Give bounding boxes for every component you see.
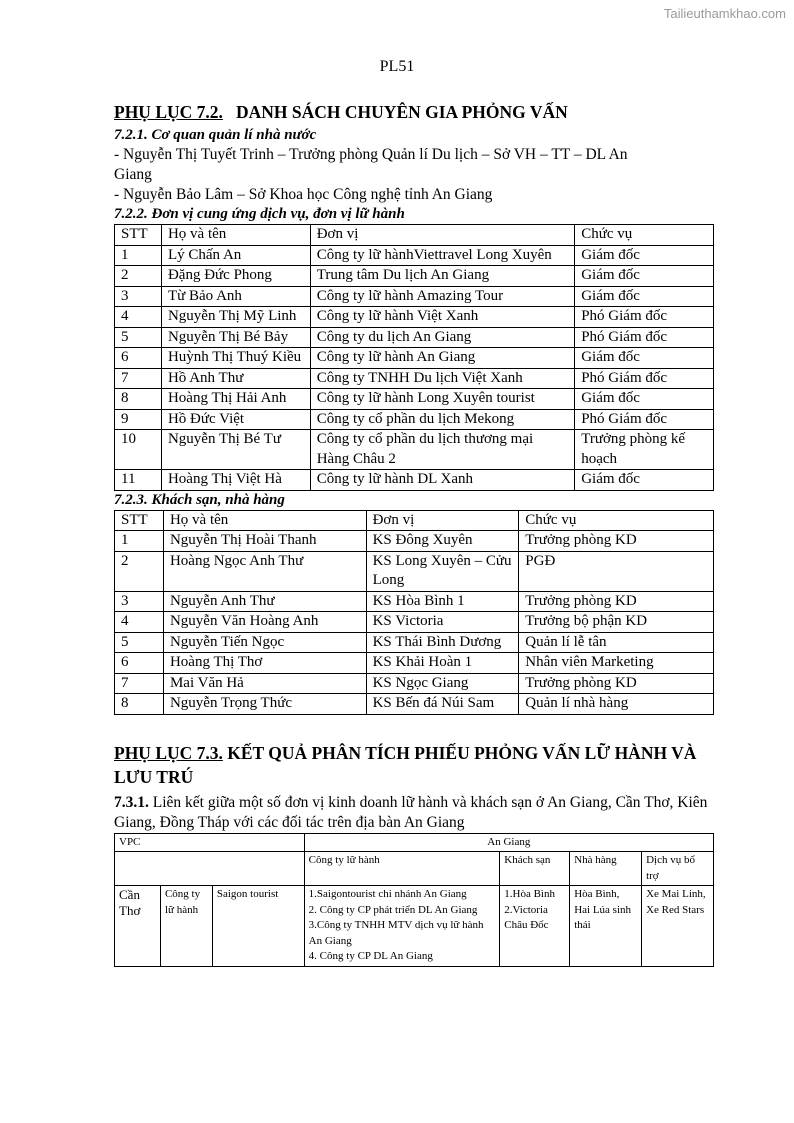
- expert-line: Giang: [114, 166, 152, 183]
- table-row: [115, 551, 714, 591]
- header-cell: Đơn vị: [310, 225, 575, 246]
- position-cell: Phó Giám đốc: [575, 368, 714, 389]
- table-row: [115, 368, 714, 389]
- unit-cell: KS Đông Xuyên: [366, 531, 519, 552]
- section-7-2-heading: [114, 100, 714, 124]
- stt-cell: 3: [115, 286, 162, 307]
- stt-cell: 7: [115, 368, 162, 389]
- header-cell: Họ và tên: [161, 225, 310, 246]
- unit-cell: KS Bến đá Núi Sam: [366, 694, 519, 715]
- list-item: 2. Công ty CP phát triển DL An Giang: [308, 903, 478, 916]
- subsection-7-2-3: 7.2.3. Khách sạn, nhà hàng: [114, 491, 285, 508]
- section-7-3-title-line1: KẾT QUẢ PHÂN TÍCH PHIẾU PHỎNG VẤN LỮ HÀNH VÀ: [227, 742, 697, 763]
- restaurant-header: Nhà hàng: [570, 852, 642, 886]
- unit-cell: Công ty lữ hành An Giang: [310, 348, 575, 369]
- table-row: [115, 673, 714, 694]
- header-cell: Chức vụ: [519, 510, 714, 531]
- unit-cell: KS Khải Hoàn 1: [366, 653, 519, 674]
- name-cell: Nguyễn Trọng Thức: [163, 694, 366, 715]
- unit-cell: Công ty lữ hànhViettravel Long Xuyên: [310, 245, 575, 266]
- unit-cell: KS Ngọc Giang: [366, 673, 519, 694]
- name-cell: Nguyễn Thị Mỹ Linh: [161, 307, 310, 328]
- unit-cell: Trung tâm Du lịch An Giang: [310, 266, 575, 287]
- subsection-7-3-1-number: 7.3.1.: [114, 793, 149, 811]
- name-cell: Lý Chấn An: [161, 245, 310, 266]
- name-cell: Nguyễn Văn Hoàng Anh: [163, 612, 366, 633]
- stt-cell: 1: [115, 245, 162, 266]
- name-cell: Hồ Anh Thư: [161, 368, 310, 389]
- stt-cell: 5: [115, 327, 162, 348]
- name-cell: Nguyễn Anh Thư: [163, 591, 366, 612]
- document-body: [114, 100, 714, 967]
- subsection-7-3-1-text: Liên kết giữa một số đơn vị kinh doanh lữ hành và khách sạn ở An Giang, Cần Thơ, Kiên Giang, Đồng Tháp với các đối tác trên địa bàn An Giang: [114, 793, 708, 831]
- table-row: [115, 694, 714, 715]
- position-cell: Quản lí nhà hàng: [519, 694, 714, 715]
- name-cell: Nguyễn Tiến Ngọc: [163, 632, 366, 653]
- stt-cell: 8: [115, 694, 164, 715]
- position-cell: Phó Giám đốc: [575, 307, 714, 328]
- stt-cell: 5: [115, 632, 164, 653]
- position-cell: Giám đốc: [575, 245, 714, 266]
- header-cell: Họ và tên: [163, 510, 366, 531]
- name-cell: Mai Văn Hả: [163, 673, 366, 694]
- expert-line: - Nguyễn Thị Tuyết Trinh – Trưởng phòng Quản lí Du lịch – Sở VH – TT – DL An: [114, 146, 628, 163]
- stt-cell: 7: [115, 673, 164, 694]
- table-row: [115, 307, 714, 328]
- table-row: [115, 430, 714, 470]
- unit-cell: KS Thái Bình Dương: [366, 632, 519, 653]
- name-cell: Hoàng Thị Thơ: [163, 653, 366, 674]
- stt-cell: 2: [115, 266, 162, 287]
- stt-cell: 10: [115, 430, 162, 470]
- table-row: [115, 348, 714, 369]
- position-cell: Giám đốc: [575, 348, 714, 369]
- position-cell: PGĐ: [519, 551, 714, 591]
- list-item: 3.Công ty TNHH MTV dịch vụ lữ hành An Giang: [308, 919, 484, 947]
- name-cell: Từ Bảo Anh: [161, 286, 310, 307]
- stt-cell: 9: [115, 409, 162, 430]
- header-cell: STT: [115, 225, 162, 246]
- stt-cell: 3: [115, 591, 164, 612]
- stt-cell: 4: [115, 612, 164, 633]
- table-row: [115, 886, 714, 967]
- stt-cell: 4: [115, 307, 162, 328]
- support-cell: Xe Mai Linh, Xe Red Stars: [642, 886, 714, 967]
- unit-cell: Công ty lữ hành DL Xanh: [310, 470, 575, 491]
- position-cell: Giám đốc: [575, 286, 714, 307]
- subsection-7-3-1: [114, 793, 714, 833]
- table-header-row: [115, 833, 714, 852]
- table-row: [115, 286, 714, 307]
- watermark: Tailieuthamkhao.com: [663, 6, 786, 21]
- name-cell: Huỳnh Thị Thuý Kiều: [161, 348, 310, 369]
- list-item: 1.Hòa Bình: [504, 888, 555, 900]
- table-row: [115, 632, 714, 653]
- an-giang-header: An Giang: [304, 833, 713, 852]
- subsection-7-2-1: 7.2.1. Cơ quan quản lí nhà nước: [114, 127, 317, 143]
- list-item: 1.Saigontourist chi nhánh An Giang: [308, 888, 467, 900]
- hotel-experts-table: [114, 510, 714, 715]
- table-subheader-row: [115, 852, 714, 886]
- table-row: [115, 470, 714, 491]
- table-header-row: [115, 225, 714, 246]
- name-cell: Hoàng Ngọc Anh Thư: [163, 551, 366, 591]
- expert-line: - Nguyễn Bảo Lâm – Sở Khoa học Công nghệ tỉnh An Giang: [114, 186, 493, 203]
- header-cell: STT: [115, 510, 164, 531]
- section-7-3-heading: [114, 741, 714, 789]
- table-row: [115, 591, 714, 612]
- unit-cell: Công ty lữ hành Amazing Tour: [310, 286, 575, 307]
- position-cell: Giám đốc: [575, 470, 714, 491]
- table-row: [115, 612, 714, 633]
- page-number: PL51: [379, 58, 415, 75]
- name-cell: Hồ Đức Việt: [161, 409, 310, 430]
- partnership-table: [114, 833, 714, 967]
- list-item: 2.Victoria Châu Đốc: [504, 903, 549, 931]
- vpc-header: VPC: [115, 833, 305, 852]
- header-cell: Đơn vị: [366, 510, 519, 531]
- name-cell: Nguyễn Thị Bé Tư: [161, 430, 310, 470]
- empty-cell: [115, 852, 305, 886]
- unit-cell: Công ty lữ hành Long Xuyên tourist: [310, 389, 575, 410]
- stt-cell: 6: [115, 653, 164, 674]
- section-7-2-title: DANH SÁCH CHUYÊN GIA PHỎNG VẤN: [236, 102, 568, 122]
- section-7-3-prefix: PHỤ LỤC 7.3.: [114, 742, 223, 763]
- name-cell: Hoàng Thị Việt Hà: [161, 470, 310, 491]
- position-cell: Trưởng phòng KD: [519, 591, 714, 612]
- position-cell: Trưởng phòng kế hoạch: [575, 430, 714, 470]
- position-cell: Trưởng bộ phận KD: [519, 612, 714, 633]
- travel-experts-table: [114, 224, 714, 491]
- company-cell: Saigon tourist: [212, 886, 304, 967]
- hotel-header: Khách sạn: [500, 852, 570, 886]
- travel-company-header: Công ty lữ hành: [304, 852, 500, 886]
- unit-cell: KS Long Xuyên – Cửu Long: [366, 551, 519, 591]
- unit-cell: Công ty du lịch An Giang: [310, 327, 575, 348]
- position-cell: Giám đốc: [575, 266, 714, 287]
- position-cell: Phó Giám đốc: [575, 327, 714, 348]
- city-cell: Cần Thơ: [115, 886, 161, 967]
- section-7-3-title-line2: LƯU TRÚ: [114, 766, 194, 787]
- support-service-header: Dịch vụ bổ trợ: [642, 852, 714, 886]
- table-row: [115, 389, 714, 410]
- position-cell: Giám đốc: [575, 389, 714, 410]
- unit-cell: Công ty cổ phần du lịch thương mại Hàng Châu 2: [310, 430, 575, 470]
- position-cell: Nhân viên Marketing: [519, 653, 714, 674]
- table-row: [115, 531, 714, 552]
- unit-cell: Công ty TNHH Du lịch Việt Xanh: [310, 368, 575, 389]
- list-item: 4. Công ty CP DL An Giang: [308, 950, 433, 962]
- position-cell: Trưởng phòng KD: [519, 673, 714, 694]
- name-cell: Hoàng Thị Hải Anh: [161, 389, 310, 410]
- table-row: [115, 245, 714, 266]
- table-row: [115, 409, 714, 430]
- unit-cell: Công ty lữ hành Việt Xanh: [310, 307, 575, 328]
- table-row: [115, 653, 714, 674]
- stt-cell: 6: [115, 348, 162, 369]
- name-cell: Đặng Đức Phong: [161, 266, 310, 287]
- unit-cell: KS Hòa Bình 1: [366, 591, 519, 612]
- stt-cell: 1: [115, 531, 164, 552]
- table-row: [115, 327, 714, 348]
- restaurants-cell: Hòa Bình, Hai Lúa sinh thái: [570, 886, 642, 967]
- subsection-7-2-2: 7.2.2. Đơn vị cung ứng dịch vụ, đơn vị lữ hành: [114, 206, 405, 222]
- position-cell: Trưởng phòng KD: [519, 531, 714, 552]
- unit-cell: KS Victoria: [366, 612, 519, 633]
- unit-cell: Công ty cổ phần du lịch Mekong: [310, 409, 575, 430]
- name-cell: Nguyễn Thị Bé Bảy: [161, 327, 310, 348]
- table-row: [115, 266, 714, 287]
- position-cell: Phó Giám đốc: [575, 409, 714, 430]
- stt-cell: 2: [115, 551, 164, 591]
- section-7-2-prefix: PHỤ LỤC 7.2.: [114, 102, 223, 122]
- type-cell: Công ty lữ hành: [160, 886, 212, 967]
- stt-cell: 8: [115, 389, 162, 410]
- position-cell: Quản lí lễ tân: [519, 632, 714, 653]
- table-header-row: [115, 510, 714, 531]
- stt-cell: 11: [115, 470, 162, 491]
- hotels-cell: [500, 886, 570, 967]
- travel-partners-cell: [304, 886, 500, 967]
- header-cell: Chức vụ: [575, 225, 714, 246]
- name-cell: Nguyễn Thị Hoài Thanh: [163, 531, 366, 552]
